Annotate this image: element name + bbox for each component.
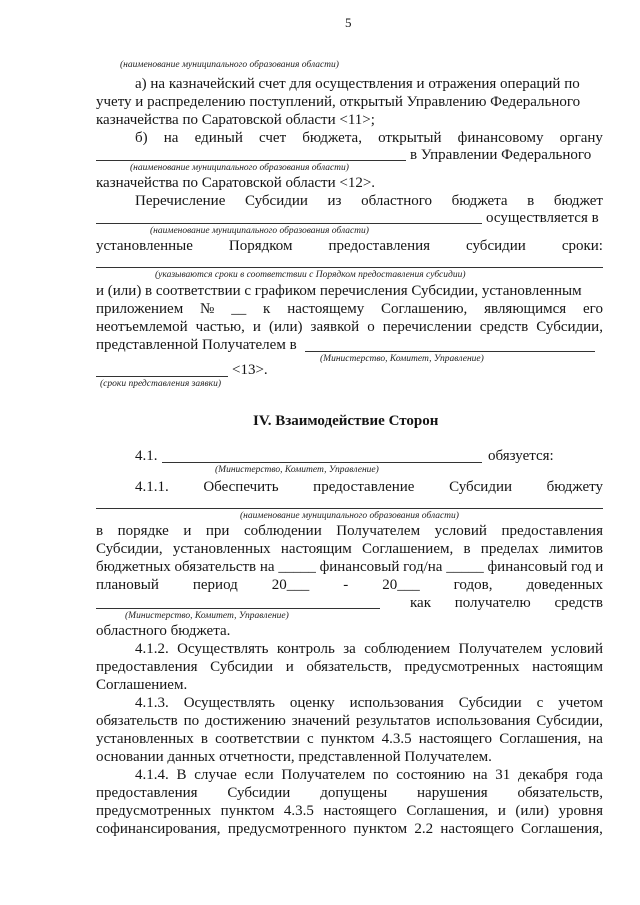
word: в bbox=[96, 523, 104, 539]
word: б) bbox=[135, 130, 148, 146]
word: установленные bbox=[96, 238, 193, 254]
word: Соглашением, bbox=[362, 541, 454, 557]
word: предоставления bbox=[501, 523, 603, 539]
word: плановый bbox=[96, 577, 159, 593]
para-b-line-3: казначейства по Саратовской области <12>. bbox=[96, 175, 376, 191]
schedule-line-2 bbox=[96, 301, 603, 318]
word: Субсидии bbox=[227, 785, 291, 801]
word: декабря bbox=[518, 767, 569, 783]
limits-line-2 bbox=[96, 541, 603, 558]
word: средств bbox=[479, 319, 529, 335]
word: - bbox=[343, 577, 349, 593]
word: Соглашения, bbox=[520, 821, 603, 837]
word: использования bbox=[349, 695, 444, 711]
word: с bbox=[536, 695, 544, 711]
word: бюджету bbox=[546, 479, 603, 495]
word: единый bbox=[194, 130, 243, 146]
word: настоящим bbox=[532, 659, 603, 675]
word: как bbox=[410, 595, 432, 611]
word: предусмотренного bbox=[227, 821, 347, 837]
para-a-line-3: казначейства по Саратовской области <11>; bbox=[96, 112, 375, 128]
word: в bbox=[200, 731, 208, 747]
item-4-1-number: 4.1. bbox=[135, 448, 158, 464]
word: предоставления bbox=[96, 659, 198, 675]
word: получателю bbox=[454, 595, 531, 611]
word: по bbox=[183, 713, 200, 729]
word: пунктом bbox=[320, 731, 375, 747]
word: 2.2 bbox=[414, 821, 434, 837]
item-4-1-3-line-2 bbox=[96, 713, 603, 730]
blank-municipal-b bbox=[96, 160, 406, 161]
word: 31 bbox=[495, 767, 511, 783]
word: 4.1.2. bbox=[135, 641, 169, 657]
word: обязательств, bbox=[306, 659, 392, 675]
word: Соглашению, bbox=[381, 301, 468, 317]
word: значений bbox=[291, 713, 350, 729]
word: заявкой bbox=[310, 319, 360, 335]
word: перечислении bbox=[382, 319, 472, 335]
word: предоставления bbox=[96, 785, 198, 801]
word: о bbox=[367, 319, 375, 335]
recipient-tail bbox=[410, 595, 603, 612]
word: областного bbox=[361, 193, 432, 209]
word: (или) bbox=[268, 319, 303, 335]
word: пределах bbox=[480, 541, 539, 557]
word: и bbox=[285, 659, 294, 675]
word: его bbox=[583, 301, 603, 317]
word: и (или) в соответствии с графиком перечисления Субсидии, установленным bbox=[96, 283, 582, 299]
word: В bbox=[176, 767, 187, 783]
word: (или) bbox=[515, 803, 549, 819]
word: условий bbox=[550, 641, 603, 657]
page-number: 5 bbox=[345, 15, 352, 30]
word: установленных bbox=[172, 541, 271, 557]
blank-deadlines bbox=[96, 376, 228, 377]
word: субсидии bbox=[466, 238, 526, 254]
word: доведенных bbox=[526, 577, 603, 593]
para-a-line-2: учету и распределению поступлений, открытый Управлению Федерального bbox=[96, 94, 581, 110]
item-4-1-3-line-3 bbox=[96, 731, 603, 748]
word: на bbox=[163, 130, 179, 146]
word: Субсидии, bbox=[536, 713, 603, 729]
item-4-1-2-line-3: Соглашением. bbox=[96, 677, 188, 693]
word: настоящего bbox=[440, 821, 514, 837]
word: Субсидии bbox=[458, 695, 522, 711]
word: с bbox=[306, 731, 314, 747]
word: счет bbox=[259, 130, 287, 146]
word: по bbox=[372, 767, 389, 783]
item-4-1-4-line-4 bbox=[96, 821, 603, 838]
word: допущены bbox=[320, 785, 388, 801]
blank-terms bbox=[96, 267, 603, 268]
word: порядке bbox=[117, 523, 169, 539]
caption-municipal-b: (наименование муниципального образования области) bbox=[130, 163, 349, 173]
word: годов, bbox=[453, 577, 493, 593]
word: если bbox=[244, 767, 274, 783]
word: бюджета, bbox=[302, 130, 362, 146]
word: Обеспечить bbox=[203, 479, 279, 495]
word: при bbox=[205, 523, 230, 539]
word: уровня bbox=[558, 803, 603, 819]
limits-line-1 bbox=[96, 523, 603, 540]
word: за bbox=[343, 641, 356, 657]
word: бюджет bbox=[553, 193, 603, 209]
blank-ministry-1 bbox=[305, 351, 595, 352]
item-4-1-1-line bbox=[135, 479, 603, 496]
word: __ bbox=[231, 301, 247, 317]
word: из bbox=[327, 193, 342, 209]
word: Субсидии, bbox=[96, 541, 163, 557]
word: настоящего bbox=[323, 803, 397, 819]
word: открытый bbox=[378, 130, 442, 146]
word: соблюдением bbox=[364, 641, 451, 657]
item-4-1-4-line-2 bbox=[96, 785, 603, 802]
word: Перечисление bbox=[135, 193, 226, 209]
regional-budget: областного бюджета. bbox=[96, 623, 231, 639]
word: № bbox=[200, 301, 215, 317]
schedule-line-1 bbox=[96, 283, 603, 300]
word: предоставления bbox=[328, 238, 431, 254]
ref-13: <13>. bbox=[232, 362, 268, 378]
word: условий bbox=[434, 523, 487, 539]
word: на bbox=[472, 767, 488, 783]
word: Субсидии bbox=[449, 479, 512, 495]
word: 4.3.5 bbox=[283, 803, 314, 819]
caption-terms: (указываются сроки в соответствии с Порядком предоставления субсидии) bbox=[155, 270, 466, 280]
word: лимитов bbox=[548, 541, 603, 557]
word: установленных bbox=[96, 731, 194, 747]
word: пунктом bbox=[220, 803, 275, 819]
caption-deadlines: (сроки представления заявки) bbox=[100, 379, 222, 389]
word: неотъемлемой bbox=[96, 319, 188, 335]
word: Получателем bbox=[281, 767, 366, 783]
transfer-line-2-tail: осуществляется в bbox=[486, 210, 599, 226]
word: 20___ bbox=[382, 577, 420, 593]
word: учетом bbox=[558, 695, 603, 711]
word: 4.1.4. bbox=[135, 767, 169, 783]
caption-ministry-2: (Министерство, Комитет, Управление) bbox=[215, 465, 379, 475]
word: 4.1.3. bbox=[135, 695, 169, 711]
word: достижению bbox=[204, 713, 286, 729]
word: средств bbox=[554, 595, 603, 611]
caption-municipal-top: (наименование муниципального образования области) bbox=[120, 60, 339, 70]
word: финансовому bbox=[457, 130, 544, 146]
word: 4.3.5 bbox=[381, 731, 412, 747]
item-4-1-3-line-1 bbox=[135, 695, 603, 712]
blank-municipal-d bbox=[96, 508, 603, 509]
word: сроки: bbox=[561, 238, 603, 254]
word: Получателем bbox=[458, 641, 543, 657]
word: Получателем bbox=[336, 523, 421, 539]
word: приложением bbox=[96, 301, 184, 317]
item-4-1-4-line-3 bbox=[96, 803, 603, 820]
word: софинансирования, bbox=[96, 821, 221, 837]
word: 20___ bbox=[271, 577, 310, 593]
schedule-line-4: представленной Получателем в bbox=[96, 337, 297, 353]
word: соблюдении bbox=[244, 523, 322, 539]
item-4-1-2-line-1 bbox=[135, 641, 603, 658]
word: пунктом bbox=[353, 821, 408, 837]
word: использования bbox=[436, 713, 531, 729]
word: предусмотренных bbox=[96, 803, 212, 819]
item-4-1-2-line-2 bbox=[96, 659, 603, 676]
blank-ministry-2 bbox=[162, 462, 482, 463]
word: Осуществлять bbox=[183, 695, 275, 711]
caption-ministry-1: (Министерство, Комитет, Управление) bbox=[320, 354, 484, 364]
word: период bbox=[192, 577, 238, 593]
word: контроль bbox=[276, 641, 335, 657]
word: соответствии bbox=[215, 731, 300, 747]
word: органу bbox=[559, 130, 603, 146]
word: оценку bbox=[289, 695, 335, 711]
section-title: IV. Взаимодействие Сторон bbox=[253, 413, 439, 429]
word: Осуществлять bbox=[177, 641, 269, 657]
caption-ministry-3: (Министерство, Комитет, Управление) bbox=[125, 611, 289, 621]
word: обязательств bbox=[96, 713, 178, 729]
word: и bbox=[183, 523, 192, 539]
word: состоянию bbox=[396, 767, 466, 783]
word: Соглашения, bbox=[499, 731, 582, 747]
para-b-line-2-tail: в Управлении Федерального bbox=[410, 147, 592, 163]
word: предоставление bbox=[313, 479, 415, 495]
word: случае bbox=[194, 767, 237, 783]
word: и bbox=[497, 803, 506, 819]
word: бюджета bbox=[451, 193, 508, 209]
limits-line-3 bbox=[96, 559, 603, 576]
terms-line bbox=[96, 238, 603, 255]
caption-municipal-d: (наименование муниципального образования области) bbox=[240, 511, 459, 521]
word: настоящего bbox=[418, 731, 493, 747]
word: к bbox=[263, 301, 271, 317]
word: Субсидии bbox=[210, 659, 274, 675]
para-b-line-1 bbox=[135, 130, 603, 147]
schedule-line-3 bbox=[96, 319, 603, 336]
item-4-1-3-line-4: основании данных отчетности, представленной Получателем. bbox=[96, 749, 492, 765]
word: настоящим bbox=[280, 541, 352, 557]
word: в bbox=[463, 541, 471, 557]
caption-municipal-c: (наименование муниципального образования области) bbox=[150, 226, 369, 236]
word: бюджетных обязательств на _____ финансовый год/на _____ финансовый год и bbox=[96, 559, 604, 575]
word: на bbox=[588, 731, 603, 747]
word: Соглашения, bbox=[406, 803, 489, 819]
word: в bbox=[527, 193, 535, 209]
blank-ministry-3 bbox=[96, 608, 380, 609]
word: нарушения bbox=[417, 785, 488, 801]
limits-line-4 bbox=[96, 577, 603, 594]
para-a-line-1: а) на казначейский счет для осуществления и отражения операций по bbox=[135, 76, 580, 92]
word: Субсидии, bbox=[536, 319, 603, 335]
blank-municipal-c bbox=[96, 223, 482, 224]
word: и bbox=[252, 319, 261, 335]
word: настоящему bbox=[287, 301, 365, 317]
word: 4.1.1. bbox=[135, 479, 169, 495]
item-4-1-tail: обязуется: bbox=[488, 448, 554, 464]
word: предусмотренных bbox=[404, 659, 520, 675]
word: являющимся bbox=[484, 301, 567, 317]
word: Порядком bbox=[228, 238, 293, 254]
word: Субсидии bbox=[244, 193, 308, 209]
word: результатов bbox=[355, 713, 431, 729]
word: года bbox=[575, 767, 603, 783]
word: обязательств, bbox=[517, 785, 603, 801]
word: частью, bbox=[195, 319, 245, 335]
transfer-line-1 bbox=[135, 193, 603, 210]
item-4-1-4-line-1 bbox=[135, 767, 603, 784]
